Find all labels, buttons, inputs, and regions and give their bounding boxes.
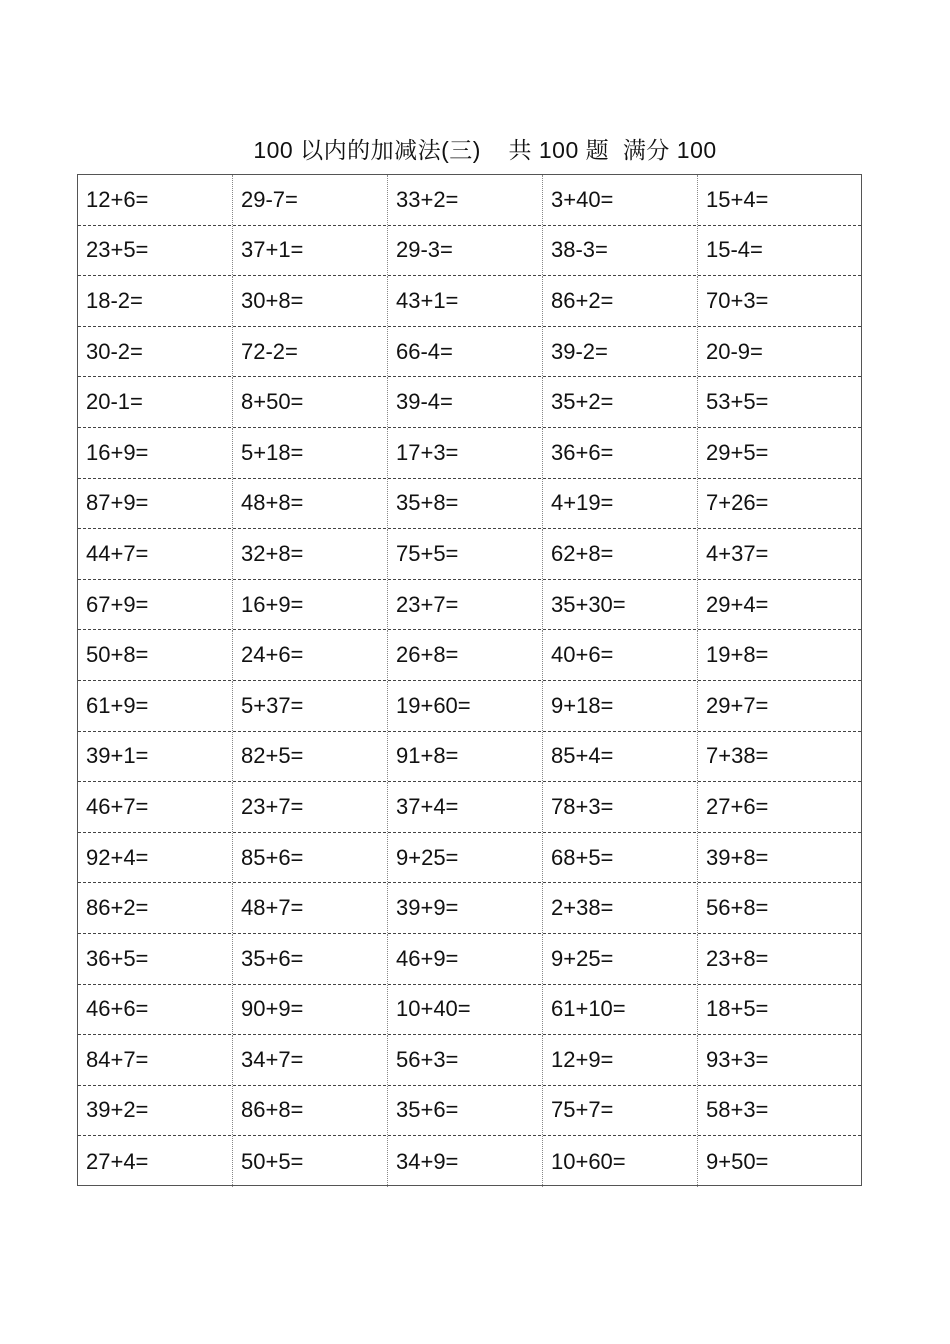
problem-cell: 40+6=: [543, 630, 698, 680]
problem-cell: 70+3=: [706, 287, 769, 313]
problem-cell: 23+7=: [388, 580, 543, 630]
problem-cell: 4+37=: [706, 540, 769, 566]
problem-cell: 15+4=: [706, 186, 769, 212]
problem-cell: 32+8=: [233, 529, 388, 579]
problem-cell: 66-4=: [388, 327, 543, 377]
problem-cell: 92+4=: [78, 833, 233, 883]
problem-cell: 20-1=: [78, 377, 233, 427]
problem-row: [78, 276, 861, 327]
problem-cell: 50+5=: [233, 1136, 388, 1187]
problem-cell: 37+4=: [388, 782, 543, 832]
problem-cell: 24+6=: [233, 630, 388, 680]
problem-row: [78, 934, 861, 985]
problem-row: [78, 1136, 861, 1187]
problem-cell: 58+3=: [706, 1097, 769, 1123]
problem-row: [78, 681, 861, 732]
problem-cell: 12+6=: [78, 175, 233, 225]
problem-cell: 38-3=: [543, 226, 698, 276]
problem-cell: 16+9=: [233, 580, 388, 630]
problem-cell: 61+9=: [78, 681, 233, 731]
problem-cell: 85+4=: [543, 732, 698, 782]
problem-cell: 23+7=: [233, 782, 388, 832]
problem-cell: 37+1=: [233, 226, 388, 276]
problem-cell: 23+5=: [78, 226, 233, 276]
problem-cell: 44+7=: [78, 529, 233, 579]
problem-cell: 2+38=: [543, 883, 698, 933]
problem-cell: 4+19=: [543, 479, 698, 529]
problem-cell: 34+7=: [233, 1035, 388, 1085]
problem-cell: 62+8=: [543, 529, 698, 579]
problem-row: [78, 883, 861, 934]
problem-cell: 91+8=: [388, 732, 543, 782]
problem-cell: 30-2=: [78, 327, 233, 377]
problem-cell: 34+9=: [388, 1136, 543, 1187]
problem-cell: 5+37=: [233, 681, 388, 731]
problem-cell: 3+40=: [543, 175, 698, 225]
problem-cell: 5+18=: [233, 428, 388, 478]
problem-cell: 48+7=: [233, 883, 388, 933]
problem-cell: 29-3=: [388, 226, 543, 276]
problem-row: [78, 226, 861, 277]
problem-cell: 33+2=: [388, 175, 543, 225]
problem-cell: 48+8=: [233, 479, 388, 529]
problem-cell: 61+10=: [543, 985, 698, 1035]
problem-row: [78, 985, 861, 1036]
problem-cell: 86+2=: [543, 276, 698, 326]
problem-cell: 9+25=: [388, 833, 543, 883]
problem-cell: 39+8=: [706, 844, 769, 870]
problem-cell: 39+2=: [78, 1086, 233, 1136]
problem-cell: 35+8=: [388, 479, 543, 529]
problem-cell: 29-7=: [233, 175, 388, 225]
problem-cell: 43+1=: [388, 276, 543, 326]
problem-cell: 8+50=: [233, 377, 388, 427]
problem-cell: 46+9=: [388, 934, 543, 984]
problem-row: [78, 782, 861, 833]
problem-cell: 90+9=: [233, 985, 388, 1035]
problem-cell: 29+7=: [706, 692, 769, 718]
problem-cell: 75+5=: [388, 529, 543, 579]
problem-cell: 19+8=: [706, 642, 769, 668]
problem-cell: 7+38=: [706, 743, 769, 769]
problem-cell: 26+8=: [388, 630, 543, 680]
problem-cell: 36+6=: [543, 428, 698, 478]
problem-cell: 15-4=: [706, 237, 763, 263]
problem-cell: 67+9=: [78, 580, 233, 630]
problem-row: [78, 630, 861, 681]
problem-cell: 39+9=: [388, 883, 543, 933]
problem-cell: 56+3=: [388, 1035, 543, 1085]
problem-cell: 18+5=: [706, 996, 769, 1022]
problem-row: [78, 732, 861, 783]
problem-cell: 27+4=: [78, 1136, 233, 1187]
problem-cell: 82+5=: [233, 732, 388, 782]
problem-grid: [77, 174, 862, 1186]
problem-cell: 56+8=: [706, 895, 769, 921]
problem-cell: 35+6=: [233, 934, 388, 984]
problem-cell: 53+5=: [706, 389, 769, 415]
problem-cell: 72-2=: [233, 327, 388, 377]
problem-row: [78, 1035, 861, 1086]
problem-cell: 9+50=: [706, 1148, 769, 1174]
problem-cell: 78+3=: [543, 782, 698, 832]
problem-cell: 39+1=: [78, 732, 233, 782]
problem-cell: 39-4=: [388, 377, 543, 427]
problem-row: [78, 327, 861, 378]
problem-cell: 29+4=: [706, 591, 769, 617]
problem-cell: 35+2=: [543, 377, 698, 427]
problem-row: [78, 580, 861, 631]
problem-cell: 36+5=: [78, 934, 233, 984]
problem-cell: 85+6=: [233, 833, 388, 883]
problem-cell: 23+8=: [706, 945, 769, 971]
problem-cell: 19+60=: [388, 681, 543, 731]
problem-cell: 30+8=: [233, 276, 388, 326]
problem-cell: 35+6=: [388, 1086, 543, 1136]
problem-cell: 46+6=: [78, 985, 233, 1035]
problem-cell: 7+26=: [706, 490, 769, 516]
problem-cell: 18-2=: [78, 276, 233, 326]
problem-cell: 75+7=: [543, 1086, 698, 1136]
problem-row: [78, 529, 861, 580]
problem-row: [78, 428, 861, 479]
problem-cell: 93+3=: [706, 1046, 769, 1072]
problem-cell: 27+6=: [706, 793, 769, 819]
problem-cell: 9+25=: [543, 934, 698, 984]
problem-cell: 68+5=: [543, 833, 698, 883]
problem-row: [78, 833, 861, 884]
problem-row: [78, 1086, 861, 1137]
problem-cell: 9+18=: [543, 681, 698, 731]
problem-cell: 20-9=: [706, 338, 763, 364]
problem-row: [78, 377, 861, 428]
problem-cell: 10+60=: [543, 1136, 698, 1187]
problem-cell: 16+9=: [78, 428, 233, 478]
problem-cell: 50+8=: [78, 630, 233, 680]
problem-cell: 35+30=: [543, 580, 698, 630]
problem-cell: 12+9=: [543, 1035, 698, 1085]
problem-cell: 46+7=: [78, 782, 233, 832]
problem-cell: 39-2=: [543, 327, 698, 377]
problem-cell: 86+2=: [78, 883, 233, 933]
problem-cell: 87+9=: [78, 479, 233, 529]
problem-cell: 86+8=: [233, 1086, 388, 1136]
problem-cell: 10+40=: [388, 985, 543, 1035]
problem-cell: 29+5=: [706, 439, 769, 465]
problem-row: [78, 479, 861, 530]
problem-row: [78, 175, 861, 226]
problem-cell: 17+3=: [388, 428, 543, 478]
worksheet-title: 100 以内的加减法(三) 共 100 题 满分 100: [253, 137, 717, 163]
problem-cell: 84+7=: [78, 1035, 233, 1085]
